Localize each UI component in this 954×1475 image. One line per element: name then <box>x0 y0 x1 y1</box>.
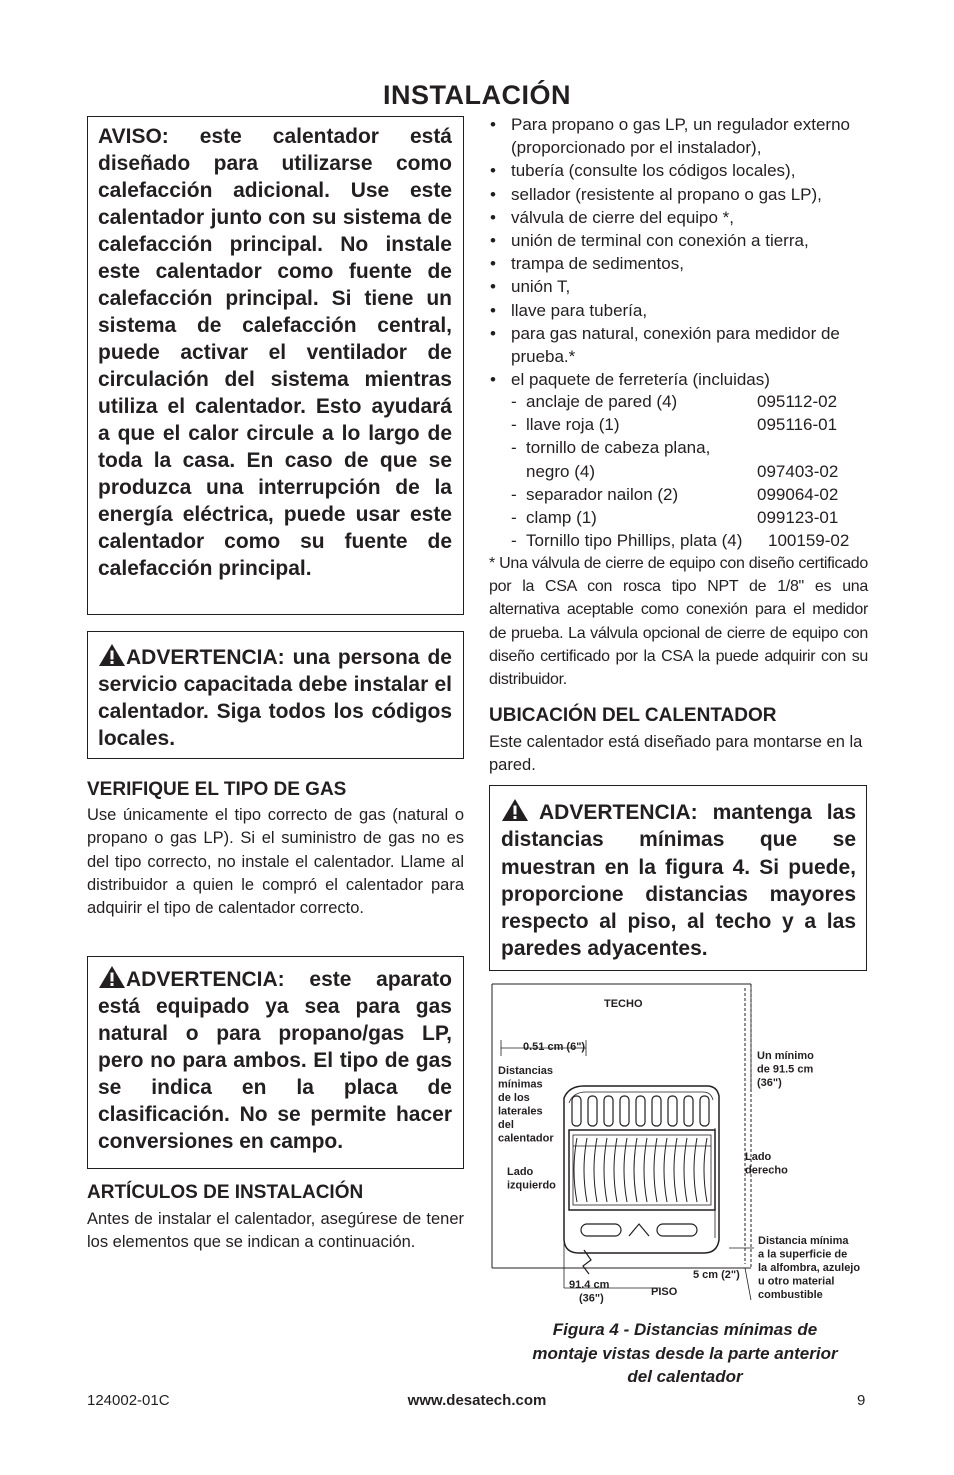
hardware-row: - llave roja (1) 095116-01 <box>511 415 838 435</box>
body-ubicacion: Este calentador está diseñado para montarse en la pared. <box>489 733 863 775</box>
list-item: • para gas natural, conexión para medidor de prueba.* <box>490 323 840 367</box>
hardware-row: - tornillo de cabeza plana, <box>511 438 711 458</box>
label-bottom-dim: 91.4 cm (36") <box>569 1279 610 1305</box>
label-lado-derecho: Lado derecho <box>745 1151 788 1177</box>
footer-doc-number: 124002-01C <box>87 1392 170 1409</box>
footnote-csa: * Una válvula de cierre de equipo con diseño certificado por la CSA con rosca tipo NPT de 1/8" es una alternativa aceptable como conexión para el medidor de prueba. La válvula opcional de cierre de equipo con diseño certificado por la CSA la puede adquirir con su distribuidor. <box>489 555 868 689</box>
hardware-row: negro (4) 097403-02 <box>526 461 839 481</box>
list-item: • unión T, <box>490 277 571 297</box>
hardware-row: - Tornillo tipo Phillips, plata (4) 100159-02 <box>511 531 850 551</box>
list-item: • sellador (resistente al propano o gas LP), <box>490 184 822 204</box>
warning-installer-text: ADVERTENCIA: una persona de servicio capacitada debe instalar el calentador. Siga todos los códigos locales. <box>98 646 452 750</box>
list-item: • unión de terminal con conexión a tierra, <box>490 231 809 251</box>
hardware-row: - anclaje de pared (4) 095112-02 <box>511 392 838 411</box>
label-five-cm: 5 cm (2") <box>693 1269 740 1281</box>
label-min-techo: Un mínimo de 91.5 cm (36") <box>757 1050 814 1089</box>
figure-caption: Figura 4 - Distancias mínimas de montaje vistas desde la parte anterior del calentador <box>532 1320 838 1386</box>
label-techo: TECHO <box>604 998 643 1010</box>
hardware-row: - separador nailon (2) 099064-02 <box>511 484 839 504</box>
label-side-dist: Distancias mínimas de los laterales del calentador <box>498 1065 554 1145</box>
items-list <box>489 113 867 391</box>
aviso-box <box>87 116 464 615</box>
warning-box-gas <box>87 956 464 1169</box>
heading-verifique: VERIFIQUE EL TIPO DE GAS <box>87 779 347 800</box>
footer-website[interactable]: www.desatech.com <box>407 1392 547 1409</box>
wall-outline <box>492 984 751 1268</box>
footer-page-number: 9 <box>857 1392 866 1409</box>
hardware-row: - clamp (1) 099123-01 <box>511 507 839 527</box>
label-dist-min: Distancia mínima a la superficie de la alfombra, azulejo u otro material combustible <box>758 1235 861 1301</box>
warning-box-distances <box>489 785 867 971</box>
list-item: • tubería (consulte los códigos locales), <box>490 161 796 181</box>
label-piso: PISO <box>651 1286 678 1298</box>
label-lado-izquierdo: Lado izquierdo <box>507 1166 556 1192</box>
warning-gas-text: ADVERTENCIA: este aparato está equipado ya sea para gas natural o para propano/gas LP, pero no para ambos. El tipo de gas se indica en la placa de clasificación. No se permite hacer conversiones en campo. <box>98 968 452 1153</box>
warning-icon <box>501 798 529 822</box>
warning-icon <box>98 965 126 989</box>
body-verifique: Use únicamente el tipo correcto de gas (natural o propano o gas LP). Si el suministro de gas no es del tipo correcto, no instale el calentador. Llame al distribuidor a quien le compró el calentador para adquirir el tipo de calentador correcto. <box>87 806 464 918</box>
figure-clearances-diagram <box>489 978 881 1308</box>
label-top-dim: 0.51 cm (6") <box>523 1041 586 1053</box>
heading-ubicacion: UBICACIÓN DEL CALENTADOR <box>489 705 777 726</box>
body-articulos: Antes de instalar el calentador, asegúrese de tener los elementos que se indican a continuación. <box>87 1210 464 1252</box>
page-title: INSTALACIÓN <box>383 80 571 110</box>
warning-icon <box>98 643 126 667</box>
list-item: • el paquete de ferretería (incluidas) <box>490 370 770 390</box>
hardware-list <box>511 390 871 552</box>
list-item: • llave para tubería, <box>490 300 648 320</box>
heater-illustration <box>564 1086 719 1253</box>
list-item: • trampa de sedimentos, <box>490 254 684 274</box>
aviso-text: AVISO: este calentador está diseñado para utilizarse como calefacción adicional. Use este calentador junto con su sistema de calefacción principal. No instale este calentador como fuente de calefacción principal. Si tiene un sistema de calefacción central, puede activar el ventilador de circulación del sistema mientras utiliza el calentador. Esto ayudará a que el calor circule a lo largo de toda la casa. En caso de que se produzca una interrupción de la energía eléctrica, puede usar este calentador como su fuente de calefacción principal. <box>98 125 452 580</box>
list-item: • válvula de cierre del equipo *, <box>490 207 735 227</box>
list-item: • Para propano o gas LP, un regulador externo (proporcionado por el instalador), <box>490 115 850 158</box>
heading-articulos: ARTÍCULOS DE INSTALACIÓN <box>87 1182 364 1203</box>
warning-box-installer <box>87 631 464 759</box>
warning-distances-text: ADVERTENCIA: mantenga las distancias mínimas que se muestran en la figura 4. Si puede, proporcione distancias mayores respecto al piso, al techo y a las paredes adyacentes. <box>501 801 856 961</box>
